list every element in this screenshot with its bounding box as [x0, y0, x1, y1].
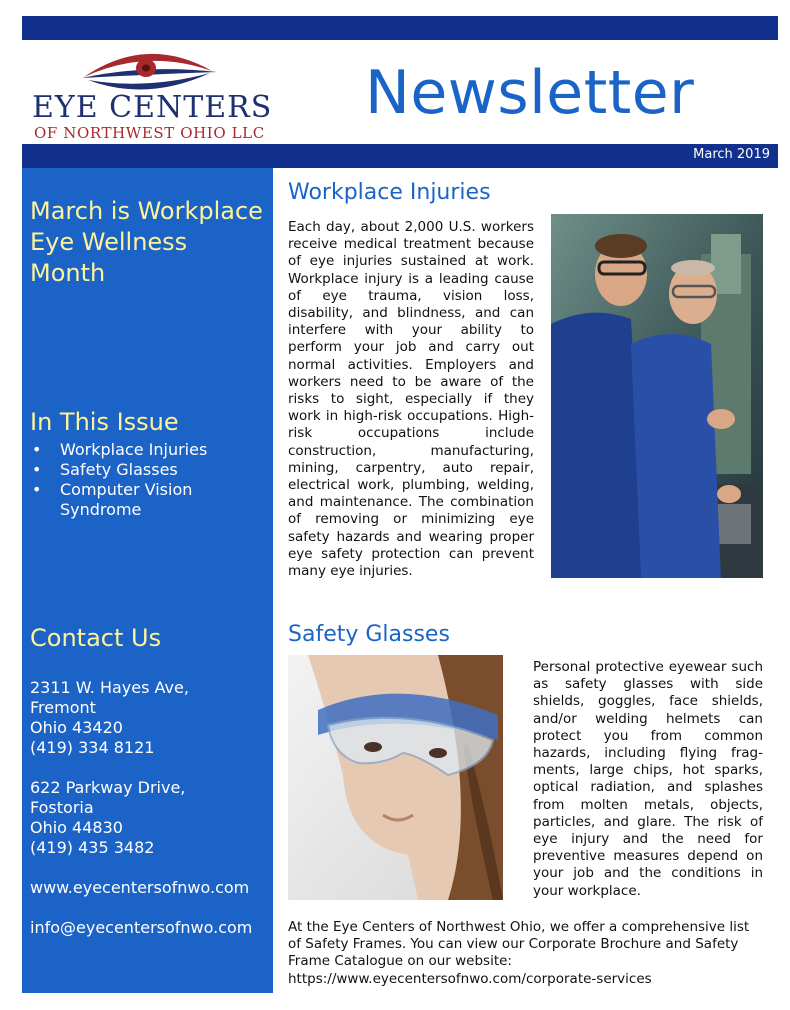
office2-street: 622 Parkway Drive,: [30, 778, 186, 797]
date-bar: [22, 144, 778, 168]
issue-list: [30, 440, 260, 520]
office2-phone: (419) 435 3482: [30, 838, 155, 857]
safety-glasses-title: Safety Glasses: [288, 622, 450, 647]
newsletter-title: Newsletter: [365, 58, 695, 128]
safety-glasses-body: Personal protective eyewear such as safety glasses with side shields, goggles, face shields, and/or welding helmets can protect you from common hazards, including flying frag-ments, large chips, hot sparks, optical radiation, and splashes from molten metals, objects, particles, and glare. The risk of eye injury and the need for preventive measures depend on your job and the conditions in your workplace.: [533, 659, 763, 899]
office2-state-zip: Ohio 44830: [30, 818, 123, 837]
workplace-injuries-body: Each day, about 2,000 U.S. workers receive medical treatment because of eye injuries sustained at work. Workplace injury is a leading cause of eye trauma, vision loss, disability, and blindness, and can interfere with your ability to perform your job and carry out normal activities. Employers and workers need to be aware of the risks to sight, especially if they work in high-risk occupations. High-risk occupations include construction, manufacturing, mining, carpentry, auto repair, electrical work, plumbing, welding, and maintenance. The combination of removing or minimizing eye safety hazards and wearing proper eye safety protection can prevent many eye injuries.: [288, 219, 534, 580]
office1-phone: (419) 334 8121: [30, 738, 155, 757]
issue-item-computer-vision: • Computer Vision Syndrome: [30, 480, 260, 520]
office1-street: 2311 W. Hayes Ave,: [30, 678, 189, 697]
workplace-injuries-title: Workplace Injuries: [288, 180, 491, 205]
issue-item-workplace-injuries: • Workplace Injuries: [30, 440, 260, 460]
safety-glasses-photo: [288, 655, 503, 900]
contact-block: [30, 678, 270, 938]
corporate-services-link[interactable]: https://www.eyecentersofnwo.com/corporate-services: [288, 970, 652, 987]
issue-date: March 2019: [693, 147, 770, 162]
in-this-issue-heading: In This Issue: [30, 408, 179, 436]
safety-frames-closing: [288, 919, 763, 988]
office1-state-zip: Ohio 43420: [30, 718, 123, 737]
office2-city: Fostoria: [30, 798, 94, 817]
email-link[interactable]: info@eyecentersofnwo.com: [30, 918, 253, 937]
contact-heading: Contact Us: [30, 624, 162, 652]
website-link[interactable]: www.eyecentersofnwo.com: [30, 878, 250, 897]
company-logo: [22, 44, 272, 144]
office1-city: Fremont: [30, 698, 96, 717]
issue-item-safety-glasses: • Safety Glasses: [30, 460, 260, 480]
logo-name: EYE CENTERS: [32, 90, 273, 125]
workers-photo: [551, 214, 763, 578]
top-banner-bar: [22, 16, 778, 40]
logo-subtitle: OF NORTHWEST OHIO LLC: [34, 124, 265, 142]
sidebar: [22, 168, 273, 993]
closing-text: At the Eye Centers of Northwest Ohio, we offer a comprehensive list of Safety Frames. You can view our Corporate Brochure and Safety Frame Catalogue on our website:: [288, 919, 750, 970]
sidebar-headline: March is Workplace Eye Wellness Month: [30, 197, 263, 287]
